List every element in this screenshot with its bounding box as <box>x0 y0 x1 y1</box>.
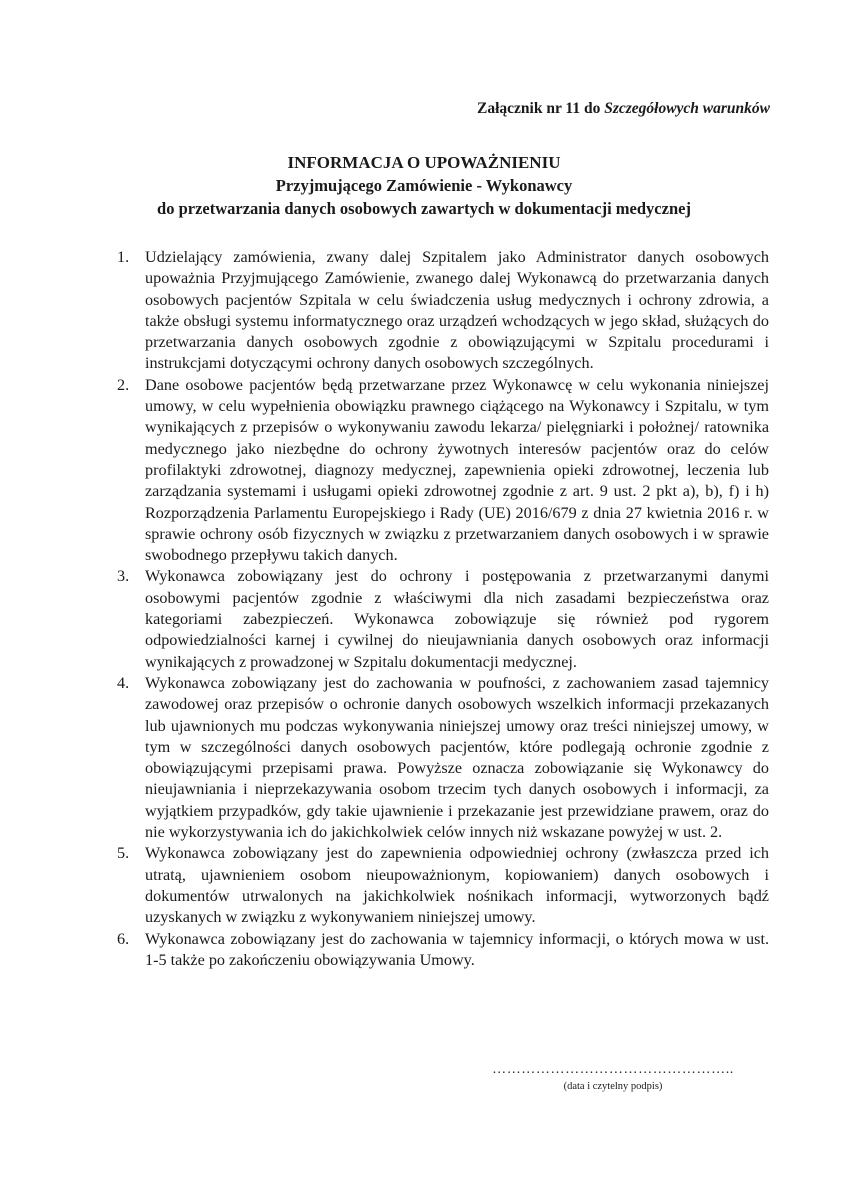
signature-block <box>478 1063 748 1092</box>
clauses-list <box>117 247 769 971</box>
attachment-prefix: Załącznik nr 11 do <box>477 100 605 117</box>
heading-subtitle: Przyjmującego Zamówienie - Wykonawcy <box>275 176 573 195</box>
clause-item <box>117 929 769 972</box>
signature-caption: (data i czytelny podpis) <box>563 1081 663 1092</box>
clause-item <box>117 247 769 375</box>
clause-text: Dane osobowe pacjentów będą przetwarzane przez Wykonawcę w celu wykonania niniejszej umowy, w celu wypełnienia obowiązku prawnego ciążącego na Wykonawcy i Szpitalu, w tym wynikających z przepisów o wykonywaniu zawodu lekarza/ pielęgniarki i położnej/ ratownika medycznego jako niezbędne do ochrony żywotnych interesów pacjentów oraz do celów profilaktyki zdrowotnej, diagnozy medycznej, zapewnienia opieki zdrowotnej, leczenia lub zarządzania systemami i usługami opieki zdrowotnej zgodnie z art. 9 ust. 2 pkt a), b), f) i h) Rozporządzenia Parlamentu Europejskiego i Rady (UE) 2016/679 z dnia 27 kwietnia 2016 r. w sprawie ochrony osób fizycznych w związku z przetwarzaniem danych osobowych i w sprawie swobodnego przepływu takich danych. <box>145 375 769 565</box>
clause-item <box>117 375 769 567</box>
clause-number: 2. <box>117 375 130 394</box>
heading-title: INFORMACJA O UPOWAŻNIENIU <box>287 153 561 172</box>
attachment-label <box>477 100 770 118</box>
clause-number: 1. <box>117 248 130 266</box>
clause-text: Wykonawca zobowiązany jest do zapewnienia odpowiedniej ochrony (zwłaszcza przed ich utratą, ujawnieniem osobom nieupoważnionym, kopiowaniem) danych osobowych i dokumentów utrwalonych na jakichkolwiek nośnikach informacji, wytworzonych bądź uzyskanych w związku z wykonywaniem niniejszej umowy. <box>145 844 769 927</box>
clause-number: 5. <box>117 844 130 863</box>
document-heading <box>0 151 848 220</box>
clause-text: Wykonawca zobowiązany jest do zachowania w tajemnicy informacji, o których mowa w ust. 1-5 także po zakończeniu obowiązywania Umowy. <box>145 929 769 969</box>
clause-number: 3. <box>117 567 130 586</box>
heading-subtitle-2: do przetwarzania danych osobowych zawartych w dokumentacji medycznej <box>157 199 691 218</box>
clause-text: Udzielający zamówienia, zwany dalej Szpitalem jako Administrator danych osobowych upoważnia Przyjmującego Zamówienie, zwanego dalej Wykonawcą do przetwarzania danych osobowych pacjentów Szpitala w celu świadczenia usług medycznych i ochrony zdrowia, a także obsługi systemu informatycznego oraz urządzeń wchodzących w jego skład, służących do przetwarzania danych osobowych zgodnie z obowiązującymi w Szpitalu procedurami i instrukcjami dotyczącymi ochrony danych osobowych szczególnych. <box>145 248 769 373</box>
attachment-italic: Szczegółowych warunków <box>604 100 770 117</box>
clause-item <box>117 673 769 843</box>
clause-text: Wykonawca zobowiązany jest do ochrony i postępowania z przetwarzanymi danymi osobowymi pacjentów zgodnie z właściwymi dla nich zasadami bezpieczeństwa oraz kategoriami zabezpieczeń. Wykonawca zobowiązuje się również pod rygorem odpowiedzialności karnej i cywilnej do nieujawniania danych osobowych oraz informacji wynikających z prowadzonej w Szpitalu dokumentacji medycznej. <box>145 567 769 671</box>
clause-number: 6. <box>117 929 130 948</box>
clause-item <box>117 843 769 928</box>
clause-item <box>117 566 769 672</box>
signature-line: ………………………………………….. <box>492 1062 734 1077</box>
clause-text: Wykonawca zobowiązany jest do zachowania w poufności, z zachowaniem zasad tajemnicy zawodowej oraz przepisów o ochronie danych osobowych wszelkich informacji przekazanych lub ujawnionych mu podczas wykonywania niniejszej umowy oraz treści niniejszej umowy, w tym w szczególności danych osobowych pacjentów, które podlegają ochronie zgodnie z obowiązującymi przepisami prawa. Powyższe oznacza zobowiązanie się Wykonawcy do nieujawniania i nieprzekazywania osobom trzecim tych danych osobowych i informacji, za wyjątkiem przypadków, gdy takie ujawnienie i przekazanie jest przewidziane prawem, oraz do nie wykorzystywania ich do jakichkolwiek celów innych niż wskazane powyżej w ust. 2. <box>145 673 769 842</box>
clause-number: 4. <box>117 673 130 692</box>
